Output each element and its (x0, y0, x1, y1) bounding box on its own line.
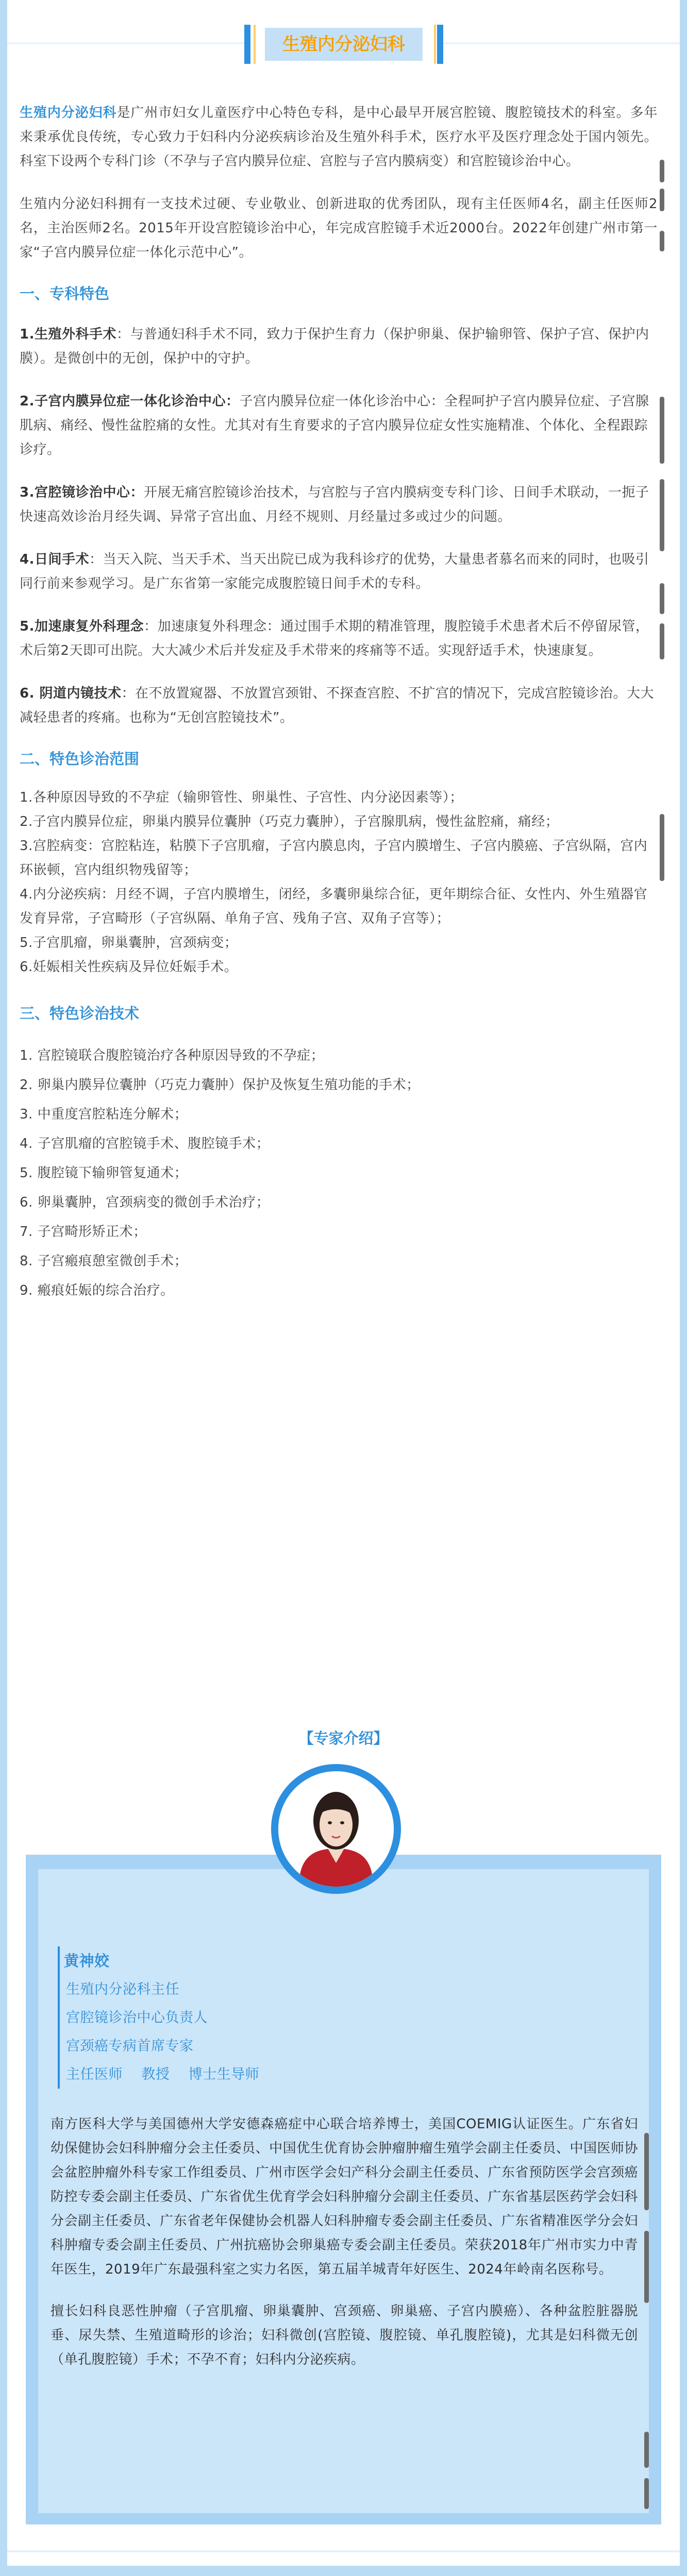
intro-paragraph-1 (20, 101, 658, 174)
scope-item: 4.内分泌疾病：月经不调，子宫内膜增生，闭经，多囊卵巢综合征，更年期综合征、女性内、外生殖器官发育异常，子宫畸形（子宫纵隔、单角子宫、残角子宫、双角子宫等）； (20, 887, 648, 926)
expert-role: 宫颈癌专病首席专家 (66, 2038, 194, 2054)
expert-role: 宫腔镜诊治中心负责人 (66, 2010, 208, 2026)
scrollbar-thumb[interactable] (644, 2133, 649, 2210)
scrollbar-thumb[interactable] (660, 231, 664, 251)
avatar (278, 1771, 394, 1887)
scope-item: 6.妊娠相关性疾病及异位妊娠手术。 (20, 959, 238, 975)
technique-item: 4. 子宫肌瘤的宫腔镜手术、腹腔镜手术； (20, 1136, 270, 1151)
scrollbar-thumb[interactable] (660, 160, 664, 182)
header-left-bar (244, 25, 250, 64)
expert-bio-paragraph-2: 擅长妇科良恶性肿瘤（子宫肌瘤、卵巢囊肿、宫颈癌、卵巢癌、子宫内膜癌）、各种盆腔脏器脱垂、尿失禁、生殖道畸形的诊治；妇科微创(宫腔镜、腹腔镜、单孔腹腔镜)，尤其是妇科微无创（单孔腹腔镜）手术；不孕不育；妇科内分泌疾病。 (51, 2303, 638, 2367)
feature-item: 2.子宫内膜异位症一体化诊治中心：子宫内膜异位症一体化诊治中心：全程呵护子宫内膜异位症、子宫腺肌病、痛经、慢性盆腔痛的女性。尤其对有生育要求的子宫内膜异位症女性实施精准、个体化、全程跟踪诊疗。 (20, 394, 649, 457)
feature-item: 4.日间手术：当天入院、当天手术、当天出院已成为我科诊疗的优势，大量患者慕名而来的同时，也吸引同行前来参观学习。是广东省第一家能完成腹腔镜日间手术的专科。 (20, 552, 649, 591)
expert-role: 生殖内分泌科主任 (66, 1981, 179, 1997)
intro-paragraph-2: 生殖内分泌妇科拥有一支技术过硬、专业敬业、创新进取的优秀团队，现有主任医师4名，副主任医师2名，主治医师2名。2015年开设宫腔镜诊治中心，年完成宫腔镜手术近2000台。2022年创建广州市第一家“子宫内膜异位症一体化示范中心”。 (20, 196, 658, 260)
header-right-accent (430, 25, 436, 64)
scrollbar-thumb[interactable] (660, 814, 664, 881)
expert-portrait (278, 1771, 394, 1887)
header-banner (0, 19, 687, 68)
scrollbar-thumb[interactable] (660, 479, 664, 551)
expert-name-block (58, 1946, 259, 2089)
header-right-bar (437, 25, 443, 64)
scrollbar-thumb[interactable] (660, 623, 664, 659)
bottom-divider (7, 2550, 680, 2552)
section-title-scope: 二、特色诊治范围 (20, 750, 140, 768)
expert-bio (51, 2112, 638, 2372)
scrollbar-thumb[interactable] (660, 583, 664, 614)
expert-section-label: 【专家介绍】 (298, 1730, 389, 1747)
scope-item: 1.各种原因导致的不孕症（输卵管性、卵巢性、子宫性、内分泌因素等）； (20, 790, 463, 805)
feature-item: 5.加速康复外科理念：加速康复外科理念：通过围手术期的精准管理，腹腔镜手术患者术后不停留尿管，术后第2天即可出院。大大减少术后并发症及手术带来的疼痛等不适。实现舒适手术，快速康复。 (20, 619, 649, 658)
article-body (20, 101, 658, 1306)
scope-item: 5.子宫肌瘤，卵巢囊肿，宫颈病变； (20, 935, 238, 951)
feature-item: 6. 阴道内镜技术：在不放置窥器、不放置宫颈钳、不探查宫腔、不扩宫的情况下，完成宫腔镜诊治。大大减轻患者的疼痛。也称为“无创宫腔镜技术”。 (20, 686, 655, 725)
section-title-techniques: 三、特色诊治技术 (20, 1005, 140, 1022)
expert-name: 黄神姣 (64, 1952, 110, 1970)
expert-bio-paragraph-1: 南方医科大学与美国德州大学安德森癌症中心联合培养博士，美国COEMIG认证医生。广东省妇幼保健协会妇科肿瘤分会主任委员、中国优生优育协会肿瘤肿瘤生殖学会副主任委员、中国医师协会盆腔肿瘤外科专家工作组委员、广州市医学会妇产科分会副主任委员、广东省预防医学会宫颈癌防控专委会副主任委员、广东省优生优育学会妇科肿瘤分会副主任委员、广东省基层医药学会妇科分会副主任委员、广东省老年保健协会机器人妇科肿瘤专委会副主任委员、广东省精准医学分会妇科肿瘤专委会副主任委员、广州抗癌协会卵巢癌专委会副主任委员。荣获2018年广州市实力中青年医生，2019年广东最强科室之实力名医，第五届羊城青年好医生、2024年岭南名医称号。 (51, 2116, 638, 2277)
technique-item: 7. 子宫畸形矫正术； (20, 1224, 147, 1240)
intro-lead: 生殖内分泌妇科 (20, 105, 117, 121)
scrollbar-thumb[interactable] (644, 2478, 649, 2509)
header-left-accent (254, 25, 260, 64)
feature-item: 3.宫腔镜诊治中心：开展无痛宫腔镜诊治技术，与宫腔与子宫内膜病变专科门诊、日间手术联动，一扼子快速高效诊治月经失调、异常子宫出血、月经不规则、月经量过多或过少的问题。 (20, 485, 649, 524)
feature-item: 1.生殖外科手术：与普通妇科手术不同，致力于保护生育力（保护卵巢、保护输卵管、保护子宫、保护内膜）。是微创中的无创，保护中的守护。 (20, 327, 649, 366)
scrollbar-thumb[interactable] (660, 397, 664, 464)
technique-item: 9. 瘢痕妊娠的综合治疗。 (20, 1283, 174, 1298)
expert-role: 主任医师 教授 博士生导师 (66, 2066, 260, 2082)
scrollbar-thumb[interactable] (644, 2231, 649, 2303)
scrollbar-thumb[interactable] (644, 2432, 649, 2468)
scope-item: 3.宫腔病变：宫腔粘连，粘膜下子宫肌瘤，子宫内膜息肉，子宫内膜增生、子宫内膜癌、子宫纵隔，宫内环嵌顿，宫内组织物残留等； (20, 838, 648, 878)
section-title-features: 一、专科特色 (20, 285, 110, 302)
technique-item: 6. 卵巢囊肿，宫颈病变的微创手术治疗； (20, 1195, 270, 1210)
technique-item: 5. 腹腔镜下输卵管复通术； (20, 1165, 188, 1181)
technique-item: 8. 子宫瘢痕憩室微创手术； (20, 1253, 188, 1269)
scope-item: 2.子宫内膜异位症，卵巢内膜异位囊肿（巧克力囊肿），子宫腺肌病，慢性盆腔痛，痛经； (20, 814, 559, 829)
intro-text-1: 是广州市妇女儿童医疗中心特色专科，是中心最早开展宫腔镜、腹腔镜技术的科室。多年来秉承优良传统，专心致力于妇科内分泌疾病诊治及生殖外科手术，医疗水平及医疗理念处于国内领先。科室下设两个专科门诊（不孕与子宫内膜异位症、宫腔与子宫内膜病变）和宫腔镜诊治中心。 (20, 105, 658, 169)
scrollbar-thumb[interactable] (660, 189, 664, 211)
technique-item: 1. 宫腔镜联合腹腔镜治疗各种原因导致的不孕症； (20, 1048, 325, 1063)
technique-item: 2. 卵巢内膜异位囊肿（巧克力囊肿）保护及恢复生殖功能的手术； (20, 1077, 420, 1093)
page-title: 生殖内分泌妇科 (265, 28, 423, 61)
technique-item: 3. 中重度宫腔粘连分解术； (20, 1107, 188, 1122)
